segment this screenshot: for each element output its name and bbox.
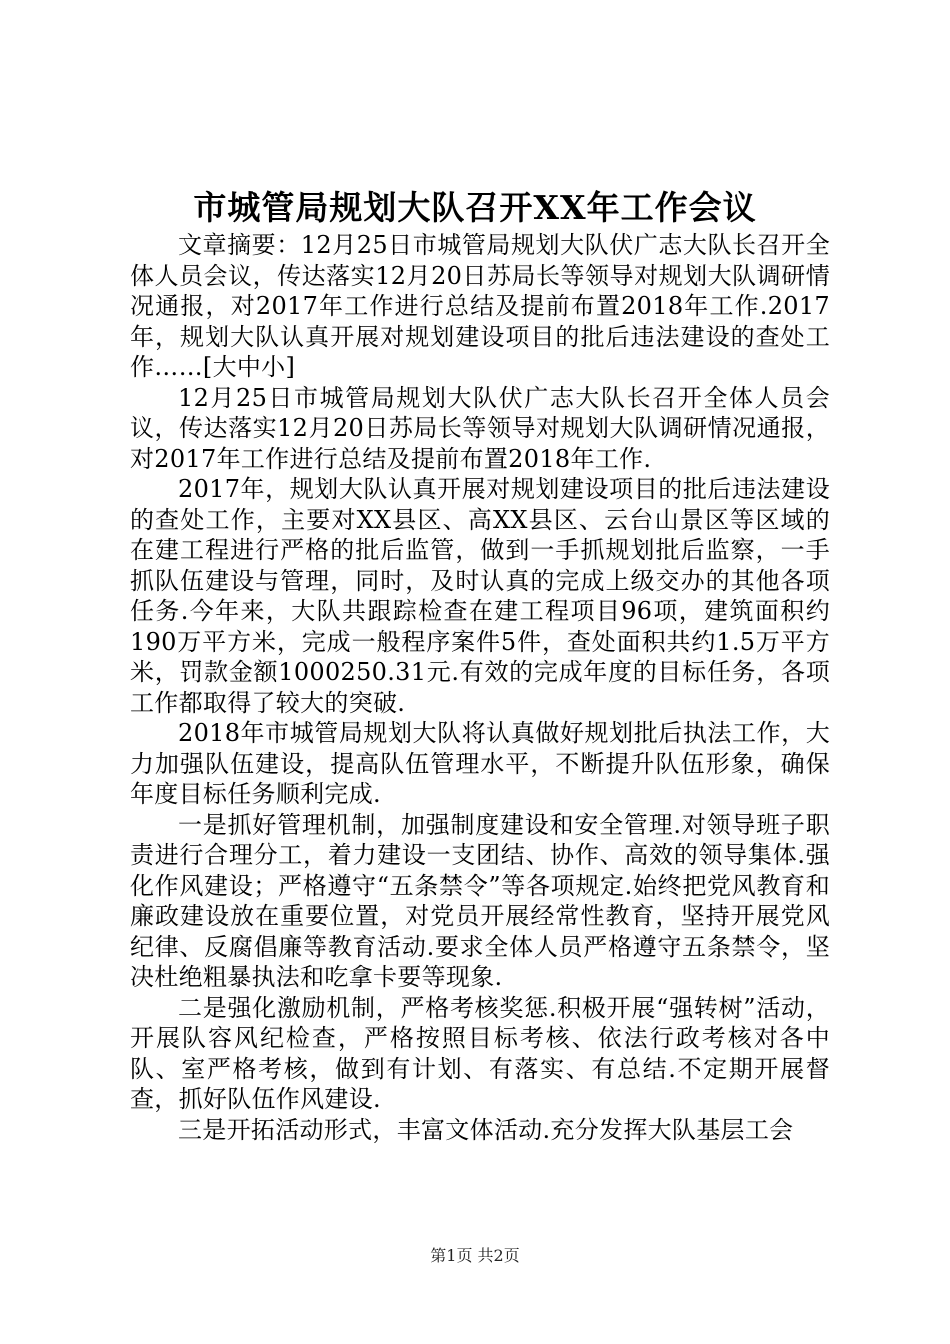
paragraph-summary: 文章摘要：12月25日市城管局规划大队伏广志大队长召开全体人员会议，传达落实12月20日苏局长等领导对规划大队调研情况通报，对2017年工作进行总结及提前布置2018年工作.2017年，规划大队认真开展对规划建设项目的批后违法建设的查处工作……[大中小]	[130, 231, 830, 381]
document-title: 市城管局规划大队召开XX年工作会议	[193, 188, 757, 227]
paragraph-point-one: 一是抓好管理机制，加强制度建设和安全管理.对领导班子职责进行合理分工，着力建设一支团结、协作、高效的领导集体.强化作风建设；严格遵守“五条禁令”等各项规定.始终把党风教育和廉政建设放在重要位置，对党员开展经常性教育，坚持开展党风纪律、反腐倡廉等教育活动.要求全体人员严格遵守五条禁令，坚决杜绝粗暴执法和吃拿卡要等现象.	[130, 810, 830, 991]
page-footer: 第1页 共2页	[430, 1246, 520, 1265]
paragraph-point-three: 三是开拓活动形式，丰富文体活动.充分发挥大队基层工会	[178, 1115, 794, 1144]
paragraph-meeting: 12月25日市城管局规划大队伏广志大队长召开全体人员会议，传达落实12月20日苏局长等领导对规划大队调研情况通报，对2017年工作进行总结及提前布置2018年工作.	[130, 383, 830, 473]
paragraph-2018-plan: 2018年市城管局规划大队将认真做好规划批后执法工作，大力加强队伍建设，提高队伍管理水平，不断提升队伍形象，确保年度目标任务顺利完成.	[130, 719, 830, 808]
document-body	[130, 230, 830, 1145]
paragraph-2017-review: 2017年，规划大队认真开展对规划建设项目的批后违法建设的查处工作，主要对XX县区、高XX县区、云台山景区等区域的在建工程进行严格的批后监管，做到一手抓规划批后监察，一手抓队伍建设与管理，同时，及时认真的完成上级交办的其他各项任务.今年来，大队共跟踪检查在建工程项目96项，建筑面积约190万平方米，完成一般程序案件5件，查处面积共约1.5万平方米，罚款金额1000250.31元.有效的完成年度的目标任务，各项工作都取得了较大的突破.	[130, 475, 830, 717]
paragraph-point-two: 二是强化激励机制，严格考核奖惩.积极开展“强转树”活动，开展队容风纪检查，严格按照目标考核、依法行政考核对各中队、室严格考核，做到有计划、有落实、有总结.不定期开展督查，抓好队伍作风建设.	[130, 993, 830, 1113]
